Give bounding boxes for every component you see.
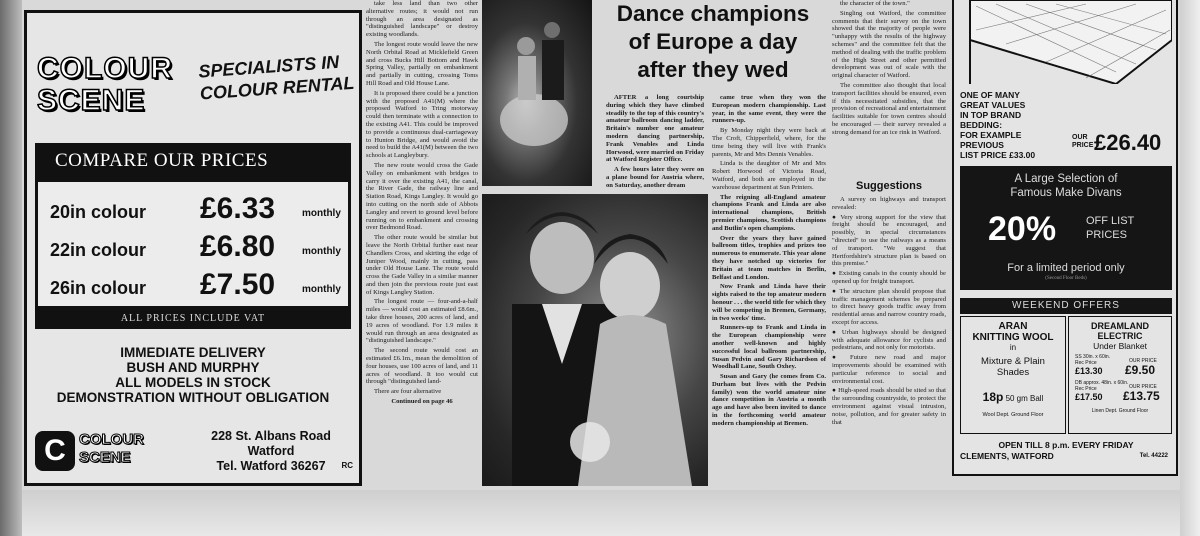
road-article-column xyxy=(366,0,478,478)
vat-notice: ALL PRICES INCLUDE VAT xyxy=(35,309,351,329)
store-line xyxy=(960,451,1172,462)
colour-scene-logo xyxy=(37,53,173,117)
price-period: monthly xyxy=(302,284,341,295)
aran-subtitle: KNITTING WOOL xyxy=(972,332,1054,343)
set-size: 26in colour xyxy=(50,278,147,298)
lede-paragraph: AFTER a long courtship during which they have climbed steadily to the top of this country's amateur ballroom dancing ladder, Britain's number one amateur modern dancing partnership, Frank Venables and Linda Horwood, were married on Friday at Watford Register Office. xyxy=(606,94,704,164)
bed-icon xyxy=(966,0,1172,84)
article-paragraph: take less land than two other alternative routes; it would not run through an area designated as "distinguished landscape" or destroy existing woodlands. xyxy=(366,0,478,39)
set-size: 22in colour xyxy=(50,240,147,260)
continued-note: Continued on page 46 xyxy=(391,398,453,406)
article-paragraph: the character of the town." xyxy=(840,0,910,7)
logo-line-1: COLOUR xyxy=(37,52,173,85)
suggestion-bullet: ● Very strong support for the view that freight should be encouraged, and possibly, in special circumstances "directed" to use the railways as a means of transport. "We suggest that Hertfordshire's structure plan is based on this premise." xyxy=(832,213,946,268)
compare-prices-banner: COMPARE OUR PRICES xyxy=(35,143,351,179)
aran-mixture: Mixture & Plain xyxy=(981,356,1045,367)
divans-off-text xyxy=(1086,214,1134,242)
dream-size-1: SS 30in. x 60in. xyxy=(1075,354,1111,360)
suggestion-bullet: ● The structure plan should propose that traffic management schemes be prepared to direct heavy goods traffic away from residential areas and narrow country roads, except for access. xyxy=(832,287,946,326)
dream-size-2: DB approx. 48in. x 60in. xyxy=(1075,380,1129,386)
opening-hours xyxy=(960,440,1172,462)
rental-price: £6.80 xyxy=(200,230,276,263)
aran-in: in xyxy=(1009,343,1017,352)
article-paragraph: By Monday night they were back at The Croft, Chipperfield, where, for the time being they will live with Frank's parents, Mr and Mrs Dennis Venables. xyxy=(712,127,826,158)
delivery-line-4: DEMONSTRATION WITHOUT OBLIGATION xyxy=(56,390,330,405)
bullet-text: The structure plan should propose that traffic management schemes be prepared to direct heavy goods traffic away from residential areas and narrow country roads, except for access. xyxy=(832,287,946,326)
dreamland-blanket-offer xyxy=(1068,316,1172,434)
article-paragraph: The second route would cost an estimated £6.1m., mean the demolition of four houses, use 100 acres of land, and 11 acres of woodland. It too would cut through "distinguished land- xyxy=(366,347,478,386)
article-paragraph: It is proposed there could be a junction with the proposed A41(M) where the proposed Watford to Tring motorway could then terminate with a connection to the existing A41. This could be improved to provide a continuous dual-carriageway to Hunton Bridge, and would avoid the need to build the A41(M) between the two schools at Langleybury. xyxy=(366,89,478,160)
offer-line: IN TOP BRAND xyxy=(960,110,1022,120)
dream-rec-price: £17.50 xyxy=(1075,392,1103,402)
small-logo-line-2: SCENE xyxy=(79,449,131,466)
dancing-couple-photo xyxy=(482,0,592,186)
weekend-offers-banner: WEEKEND OFFERS xyxy=(960,298,1172,314)
price-row-20in xyxy=(50,192,346,228)
our-label-1: OUR xyxy=(1072,134,1088,141)
delivery-notice xyxy=(35,345,351,405)
offer-line: GREAT VALUES xyxy=(960,100,1026,110)
delivery-line-2: BUSH AND MURPHY xyxy=(126,360,260,375)
article-paragraph: Singling out Watford, the committee comments that their survey on the town showed that the majority of people were "unhappy with the results of the highway schemes" and the committee felt that the method of dealing with the traffic problem of the High Street and other permitted development was out of scale with the original character of Watford. xyxy=(832,9,946,80)
wedding-couple-photo xyxy=(482,194,708,486)
article-paragraph: Now Frank and Linda have their sights raised to the top amateur modern honour . . . the world title for which they will be competing in Bremen, Germany, in two weeks' time. xyxy=(712,283,826,322)
dream-our-label: OUR PRICE xyxy=(1129,358,1157,364)
lede-paragraph-2: A few hours later they were on a plane bound for Austria where, on Saturday, another dream xyxy=(606,166,704,189)
dream-under: Under Blanket xyxy=(1093,341,1147,351)
aran-shades: Shades xyxy=(996,367,1030,378)
aran-ball: 50 gm Ball xyxy=(1005,394,1044,403)
suggestions-heading: Suggestions xyxy=(855,180,922,192)
bullet-text: Future new road and major improvements should be examined with particular reference to social and environmental cost. xyxy=(832,354,946,385)
page-bottom-margin xyxy=(22,490,1180,536)
divans-title xyxy=(960,172,1172,200)
dream-our-price: £9.50 xyxy=(1125,363,1156,377)
article-paragraph: The committee also thought that local transport facilities should be ensured, even if this necessitated subsidies, that the provision of recreational and entertainment facilities suitable for town centres should be encouraged — their survey revealed a strong demand for an ice rink in Watford. xyxy=(832,81,946,136)
bedding-offer-text xyxy=(960,90,1035,160)
small-logo-line-1: COLOUR xyxy=(79,431,144,448)
divans-offer xyxy=(960,166,1172,290)
dance-article-lede xyxy=(606,94,704,190)
suggestion-bullet: ● Existing canals in the county should be opened up for freight transport. xyxy=(832,270,946,285)
address-town: Watford xyxy=(247,444,295,458)
article-paragraph: Linda is the daughter of Mr and Mrs Robert Horwood of Victoria Road, Watford, and both are employed in the warehouse department at Sun Printers. xyxy=(712,160,826,191)
aran-price-line xyxy=(961,390,1065,404)
bullet-text: Very strong support for the view that freight should be encouraged, and possibly, in special circumstances "directed" to use the railways as a means of transport. "We suggest that Hertfordshire's structure plan is based on this premise." xyxy=(832,213,946,268)
article-paragraph: The longest route — four-and-a-half miles — would cost an estimated £8.6m., take three houses, 200 acres of land, and 19 acres of woodland. For 1.9 miles it would run through an area designated as "distinguished landscape." xyxy=(366,298,478,345)
offer-line: PREVIOUS xyxy=(960,140,1004,150)
article-paragraph: Runners-up to Frank and Linda in the European championship were another well-known and highly successful local ballroom partnership, Susan Pedvin and Gary Richardson of Woodhall Lane, South Oxhey. xyxy=(712,324,826,371)
offer-line: LIST PRICE £33.00 xyxy=(960,150,1036,160)
headline-line-3: after they wed xyxy=(637,57,789,82)
dream-our-label: OUR PRICE xyxy=(1129,384,1157,390)
dream-rec-price: £13.30 xyxy=(1075,366,1103,376)
price-table xyxy=(35,179,351,309)
offer-line: BEDDING: xyxy=(960,120,1003,130)
suggestions-intro: A survey on highways and transport revealed: xyxy=(832,196,946,211)
article-paragraph: Susan and Gary (he comes from Co. Durham but lives with the Pedvin family) won the world amateur nine dance competition in Austria a month ago and have also been invited to dance in the forthcoming world amateur modern championship at Bremen. xyxy=(712,373,826,427)
logo-c-icon: C xyxy=(35,431,75,471)
price-row-22in xyxy=(50,230,346,266)
suggestions-column xyxy=(832,196,946,486)
shop-address xyxy=(181,429,361,474)
our-price-label xyxy=(1072,134,1093,150)
our-label-2: PRICE xyxy=(1072,142,1094,149)
dream-dept: Linen Dept. Ground Floor xyxy=(1091,408,1149,414)
rental-price: £7.50 xyxy=(200,268,276,301)
offer-line: ONE OF MANY xyxy=(960,90,1020,100)
article-paragraph: The longest route would leave the new North Orbital Road at Micklefield Green and cross Bucks Hill Bottom and Hawk Spring Valley, partially on embankment and partially in cutting, crossing Toms Hill Road and Old House Lane. xyxy=(366,40,478,87)
colour-scene-advert xyxy=(24,10,362,486)
bed-our-price: £26.40 xyxy=(1094,130,1162,155)
set-size: 20in colour xyxy=(50,202,147,222)
logo-line-2: SCENE xyxy=(37,84,146,117)
wedding-illustration xyxy=(482,194,708,486)
divans-floor: (Second Floor Beds) xyxy=(1045,276,1087,281)
aran-dept: Wool Dept. Ground Floor xyxy=(982,412,1044,418)
dream-rec-label: Rec Price xyxy=(1075,386,1097,392)
price-row-26in xyxy=(50,268,346,304)
dance-article-column xyxy=(712,94,826,486)
dream-rec-label: Rec Price xyxy=(1075,360,1097,366)
price-period: monthly xyxy=(302,208,341,219)
suggestion-bullet: ● Urban highways should be designed with adequate allowance for cyclists and pedestrians, and not only for motorists. xyxy=(832,328,946,352)
small-logo-text xyxy=(79,431,144,467)
divans-percent: 20% xyxy=(988,210,1057,248)
store-phone: Tel. 44222 xyxy=(1139,453,1168,459)
divans-off: OFF LIST xyxy=(1086,215,1135,227)
headline-line-1: Dance champions xyxy=(616,1,810,26)
aran-title: ARAN xyxy=(998,321,1028,332)
rc-mark: RC xyxy=(341,461,353,470)
price-period: monthly xyxy=(302,246,341,257)
dream-our-price: £13.75 xyxy=(1123,389,1160,403)
article-paragraph: There are four alternative xyxy=(374,388,442,396)
divans-line-1: A Large Selection of xyxy=(1014,173,1118,185)
dream-title: DREAMLAND xyxy=(1091,321,1149,331)
aran-wool-offer xyxy=(960,316,1066,434)
divans-line-2: Famous Make Divans xyxy=(1010,187,1122,199)
dancers-illustration xyxy=(482,0,592,186)
delivery-line-3: ALL MODELS IN STOCK xyxy=(115,375,271,390)
store-name: CLEMENTS, WATFORD xyxy=(960,451,1054,461)
specialists-tagline: SPECIALISTS IN COLOUR RENTAL xyxy=(197,51,355,104)
delivery-line-1: IMMEDIATE DELIVERY xyxy=(120,345,266,360)
divans-prices: PRICES xyxy=(1086,229,1127,241)
aran-price: 18p xyxy=(982,390,1004,404)
shop-phone: Tel. Watford 36267 xyxy=(216,459,326,473)
page-gutter xyxy=(0,0,22,536)
dream-price-row-1 xyxy=(1069,360,1171,378)
article-paragraph: The reigning all-England amateur champions Frank and Linda are also international champions, British premier champions, Scottish champions and Butlin's open champions. xyxy=(712,193,826,232)
page-right-margin xyxy=(1180,0,1200,536)
dream-electric: ELECTRIC xyxy=(1097,331,1143,341)
article-paragraph: came true when they won the European modern championship. Last year, in the same event, they were the runners-up. xyxy=(712,94,826,125)
suggestion-bullet: ● High-speed roads should be sited so that the surrounding countryside, to protect the environment against visual intrusion, noise, pollution, and for greater safety in that xyxy=(832,387,946,426)
article-paragraph: The new route would cross the Gade Valley on embankment with bridges to carry it over the existing A41, the canal, the River Gade, the railway line and Station Road, Kings Langley. It would go into cutting on the north side of Abbots Langley and revert to ground level before running on to embankment and crossing over Bedmond Road. xyxy=(366,161,478,232)
offer-line: FOR EXAMPLE xyxy=(960,130,1022,140)
address-street: 228 St. Albans Road xyxy=(211,429,331,443)
open-late: OPEN TILL 8 p.m. EVERY FRIDAY xyxy=(998,440,1134,450)
divans-limited: For a limited period only xyxy=(1007,262,1125,274)
article-paragraph: The other route would be similar but leave the North Orbital further east near Chandlers Cross, and skirting the edge of Juniper Wood, mainly in cutting, pass under Old House Lane. The route would cross the Gade Valley in a similar manner and then join the previous route just east of Kings Langley Station. xyxy=(366,234,478,296)
town-article-column xyxy=(832,0,946,176)
dream-price-row-2 xyxy=(1069,386,1171,404)
colour-scene-small-logo xyxy=(35,429,167,475)
clements-advert xyxy=(952,0,1178,476)
bullet-text: High-speed roads should be sited so that the surrounding countryside, to protect the environment against visual intrusion, noise, pollution, and for greater safety in that xyxy=(832,387,946,426)
bullet-text: Existing canals in the county should be opened up for freight transport. xyxy=(832,270,946,285)
article-paragraph: Over the years they have gained ballroom titles, trophies and prizes too numerous to enumerate. This year alone they have notched up victories for Britain at team matches in Berlin, Belfast and London. xyxy=(712,234,826,281)
dance-headline xyxy=(598,0,828,84)
suggestion-bullet: ● Future new road and major improvements should be examined with particular reference to social and environmental cost. xyxy=(832,354,946,385)
bullet-text: Urban highways should be designed with adequate allowance for cyclists and pedestrians, and not only for motorists. xyxy=(832,328,946,352)
rental-price: £6.33 xyxy=(200,192,276,225)
headline-line-2: of Europe a day xyxy=(628,29,798,54)
